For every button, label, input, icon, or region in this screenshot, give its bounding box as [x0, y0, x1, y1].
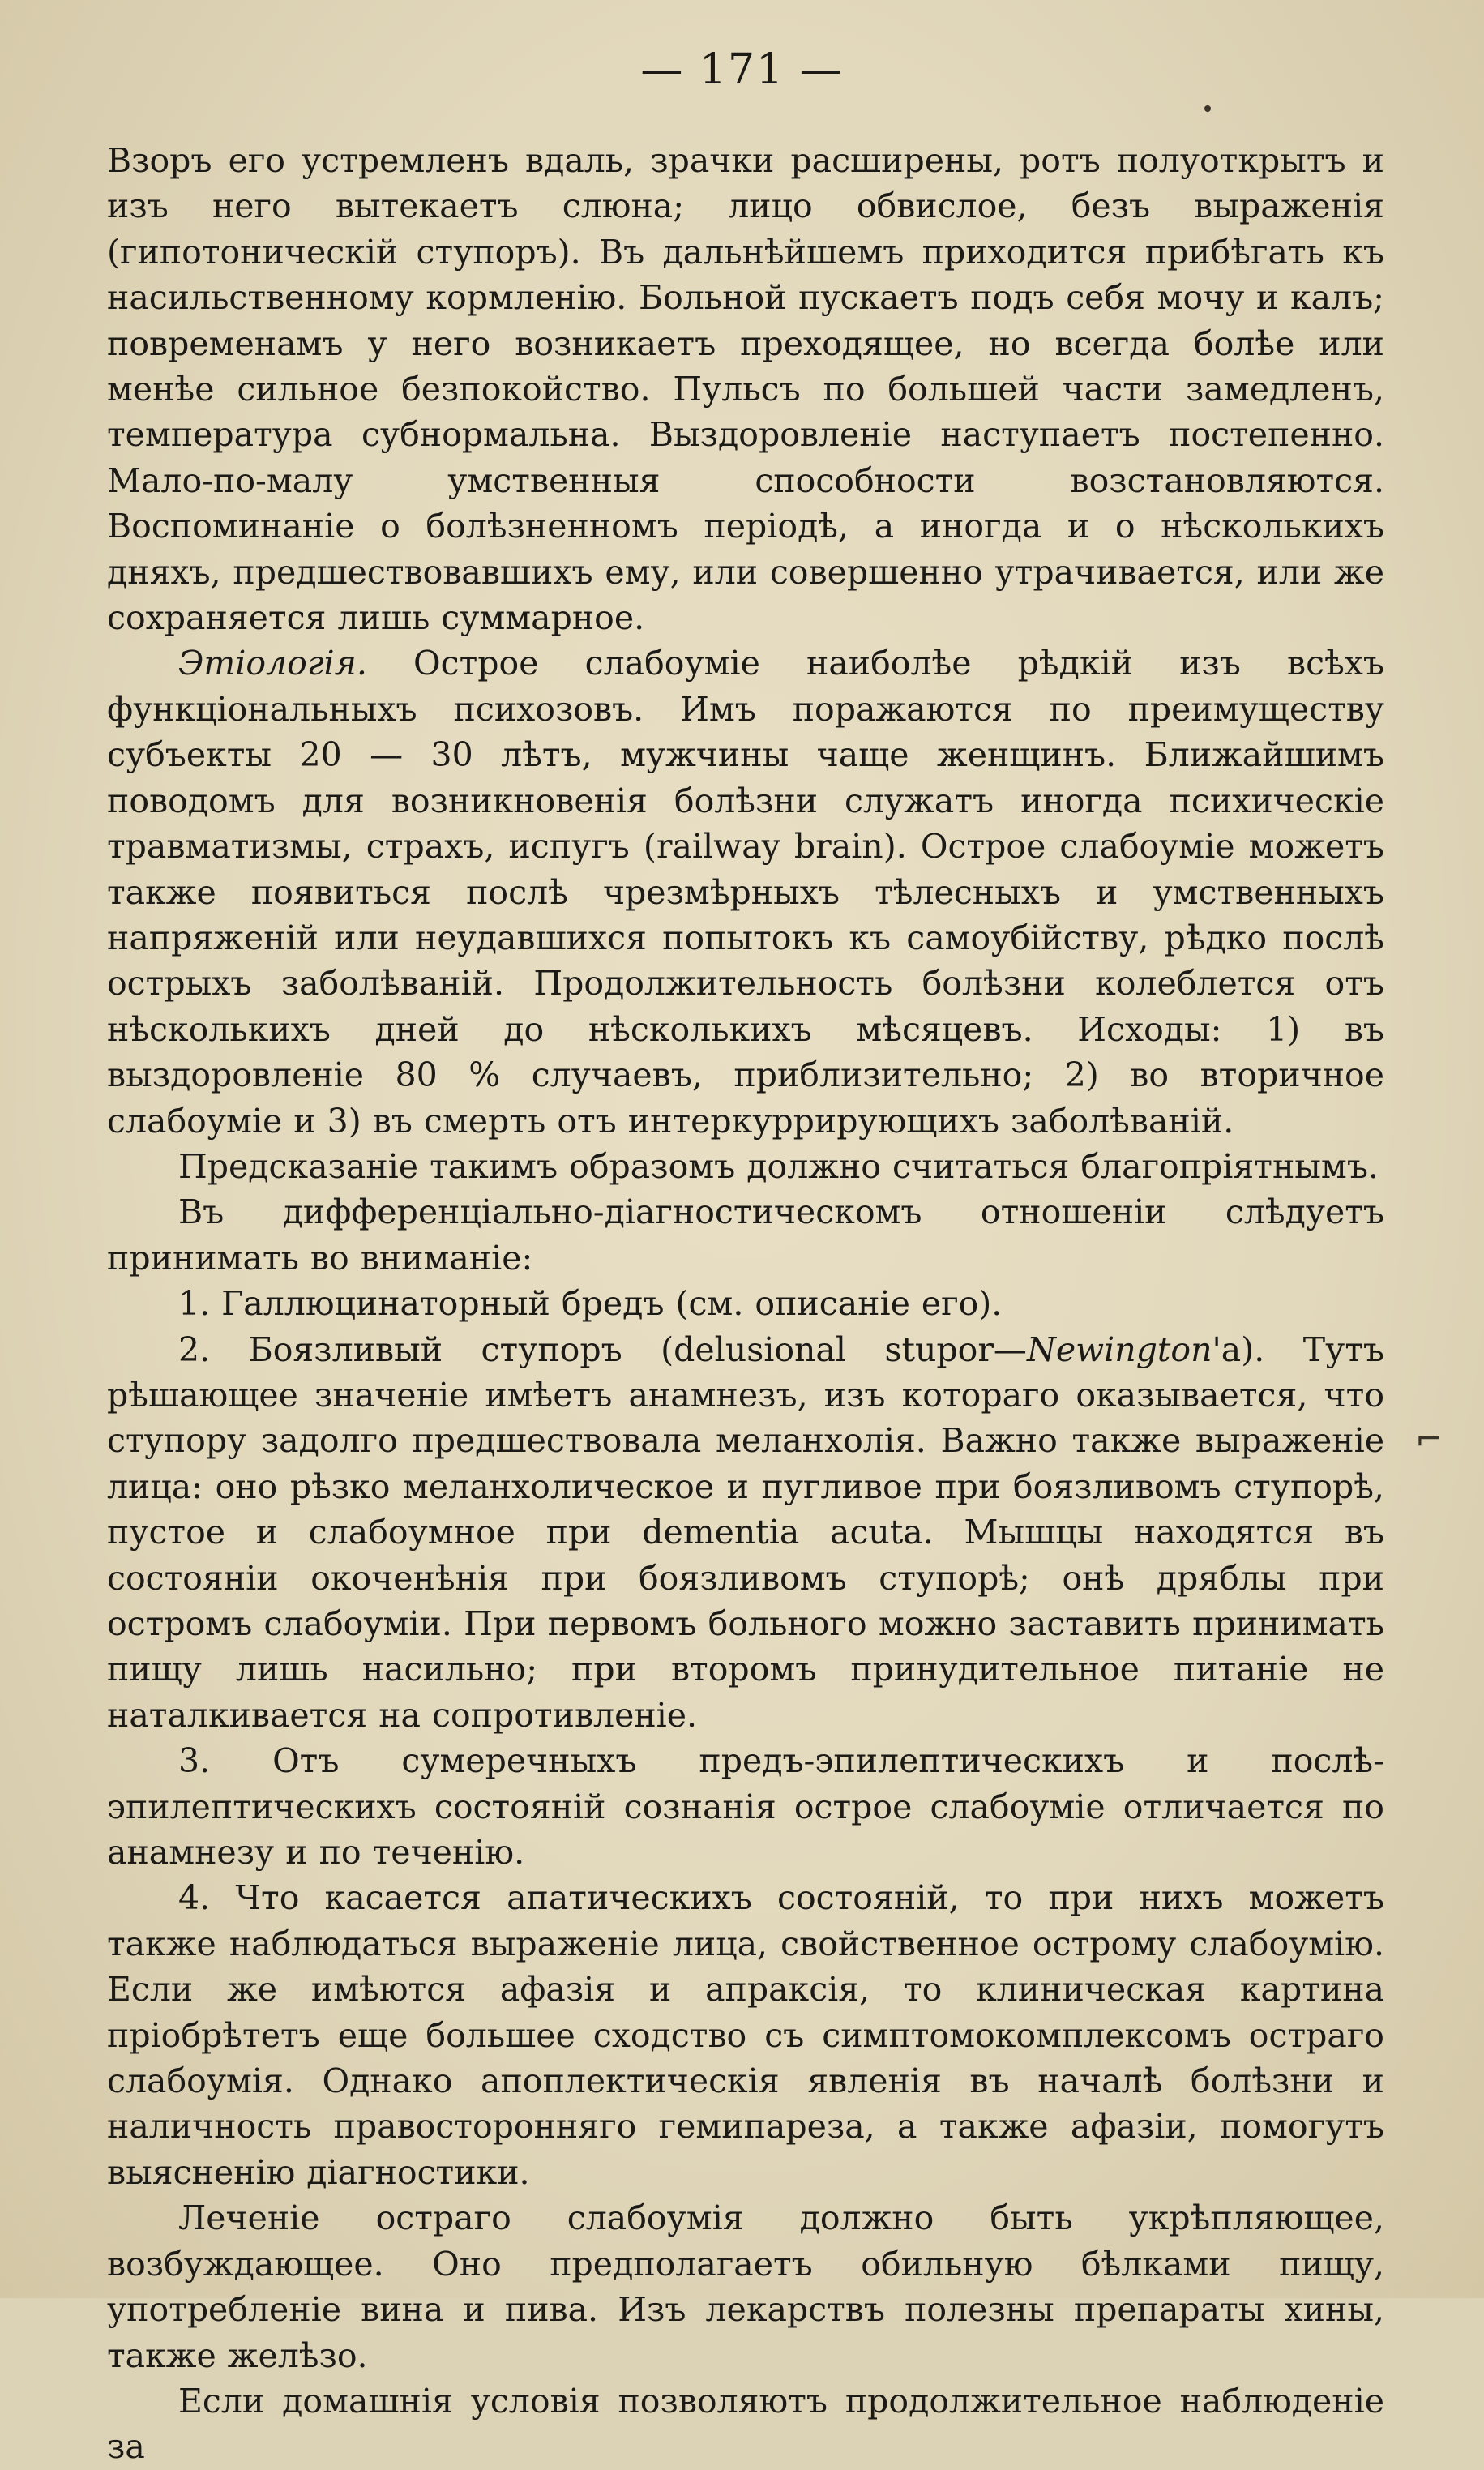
ink-speck: [1204, 105, 1211, 112]
list-item-1: [107, 1281, 1384, 1326]
paragraph-text: Въ дифференціально-діагностическомъ отношеніи слѣдуетъ принимать во вниманіе:: [107, 1192, 1384, 1278]
paragraph-text: Леченіе остраго слабоумія должно быть укрѣпляющее, возбуждающее. Оно предполагаетъ обильную бѣлками пищу, употребленіе вина и пива. Изъ лекарствъ полезны препараты хины, также желѣзо.: [107, 2198, 1384, 2375]
author-name: Newington: [1026, 1329, 1212, 1369]
paragraph-text: 4. Что касается апатическихъ состояній, то при нихъ можетъ также наблюдаться выраженіе лица, свойственное острому слабоумію. Если же имѣются афазія и апраксія, то клиническая картина пріобрѣтетъ еще большее сходство съ симптомокомплексомъ остраго слабоумія. Однако апоплектическія явленія въ началѣ болѣзни и наличность правосторонняго гемипареза, а также афазіи, помогутъ выясненію діагностики.: [107, 1878, 1384, 2192]
paragraph-differential: [107, 1189, 1384, 1281]
paragraph-text: 3. Отъ сумеречныхъ предъ-эпилептическихъ и послѣ-эпилептическихъ состояній сознанія острое слабоуміе отличается по анамнезу и по теченію.: [107, 1741, 1384, 1873]
paragraph-text: Взоръ его устремленъ вдаль, зрачки расширены, ротъ полуоткрытъ и изъ него вытекаетъ слюна; лицо обвислое, безъ выраженія (гипотоническій ступоръ). Въ дальнѣйшемъ приходится прибѣгать къ насильственному кормленію. Больной пускаетъ подъ себя мочу и калъ; повременамъ у него возникаетъ преходящее, но всегда болѣе или менѣе сильное безпокойство. Пульсъ по большей части замедленъ, температура субнормальна. Выздоровленіе наступаетъ постепенно. Мало-по-малу умственныя способности возстановляются. Воспоминаніе о болѣзненномъ періодѣ, а иногда и о нѣсколькихъ дняхъ, предшествовавшихъ ему, или совершенно утрачивается, или же сохраняется лишь суммарное.: [107, 141, 1384, 638]
paragraph-prognosis: [107, 1144, 1384, 1189]
margin-mark: ⌐: [1415, 1421, 1443, 1458]
section-heading-etiology: Этіологія.: [178, 644, 367, 683]
paragraph-text: Острое слабоуміе наиболѣе рѣдкій изъ всѣхъ функціональныхъ психозовъ. Имъ поражаются по преимуществу субъекты 20 — 30 лѣтъ, мужчины чаще женщинъ. Ближайшимъ поводомъ для возникновенія болѣзни служатъ иногда психическіе травматизмы, страхъ, испугъ (railway brain). Острое слабоуміе можетъ также появиться послѣ чрезмѣрныхъ тѣлесныхъ и умственныхъ напряженій или неудавшихся попытокъ къ самоубійству, рѣдко послѣ острыхъ заболѣваній. Продолжительность болѣзни колеблется отъ нѣсколькихъ дней до нѣсколькихъ мѣсяцевъ. Исходы: 1) въ выздоровленіе 80 % случаевъ, приблизительно; 2) во вторичное слабоуміе и 3) въ смерть отъ интеркуррирующихъ заболѣваній.: [107, 644, 1384, 1141]
page-number: — 171 —: [640, 45, 844, 94]
paragraph-treatment: [107, 2195, 1384, 2378]
list-item-3: [107, 1738, 1384, 1875]
paragraph-etiology: [107, 640, 1384, 1143]
paragraph-text: Предсказаніе такимъ образомъ должно считаться благопріятнымъ.: [178, 1146, 1379, 1186]
paragraph-text: 1. Галлюцинаторный бредъ (см. описаніе его).: [178, 1284, 1003, 1324]
paragraph-text: 'а). Тутъ рѣшающее значеніе имѣетъ анамнезъ, изъ котораго оказывается, что ступору задолго предшествовала меланхолія. Важно также выраженіе лица: оно рѣзко меланхолическое и пугливое при боязливомъ ступорѣ, пустое и слабоумное при dementia acuta. Мышцы находятся въ состояніи окоченѣнія при боязливомъ ступорѣ; онѣ дряблы при остромъ слабоуміи. При первомъ больного можно заставить принимать пищу лишь насильно; при второмъ принудительное питаніе не наталкивается на сопротивленіе.: [107, 1329, 1384, 1735]
list-item-4: [107, 1875, 1384, 2195]
paragraph-text: Если домашнія условія позволяютъ продолжительное наблюденіе за: [107, 2381, 1384, 2467]
list-item-2: [107, 1327, 1384, 1739]
paragraph-text-pre: 2. Боязливый ступоръ (delusional stupor—: [178, 1329, 1027, 1369]
body-text: [107, 138, 1384, 2470]
paragraph-symptoms: [107, 138, 1384, 640]
paragraph-continuation: [107, 2378, 1384, 2470]
